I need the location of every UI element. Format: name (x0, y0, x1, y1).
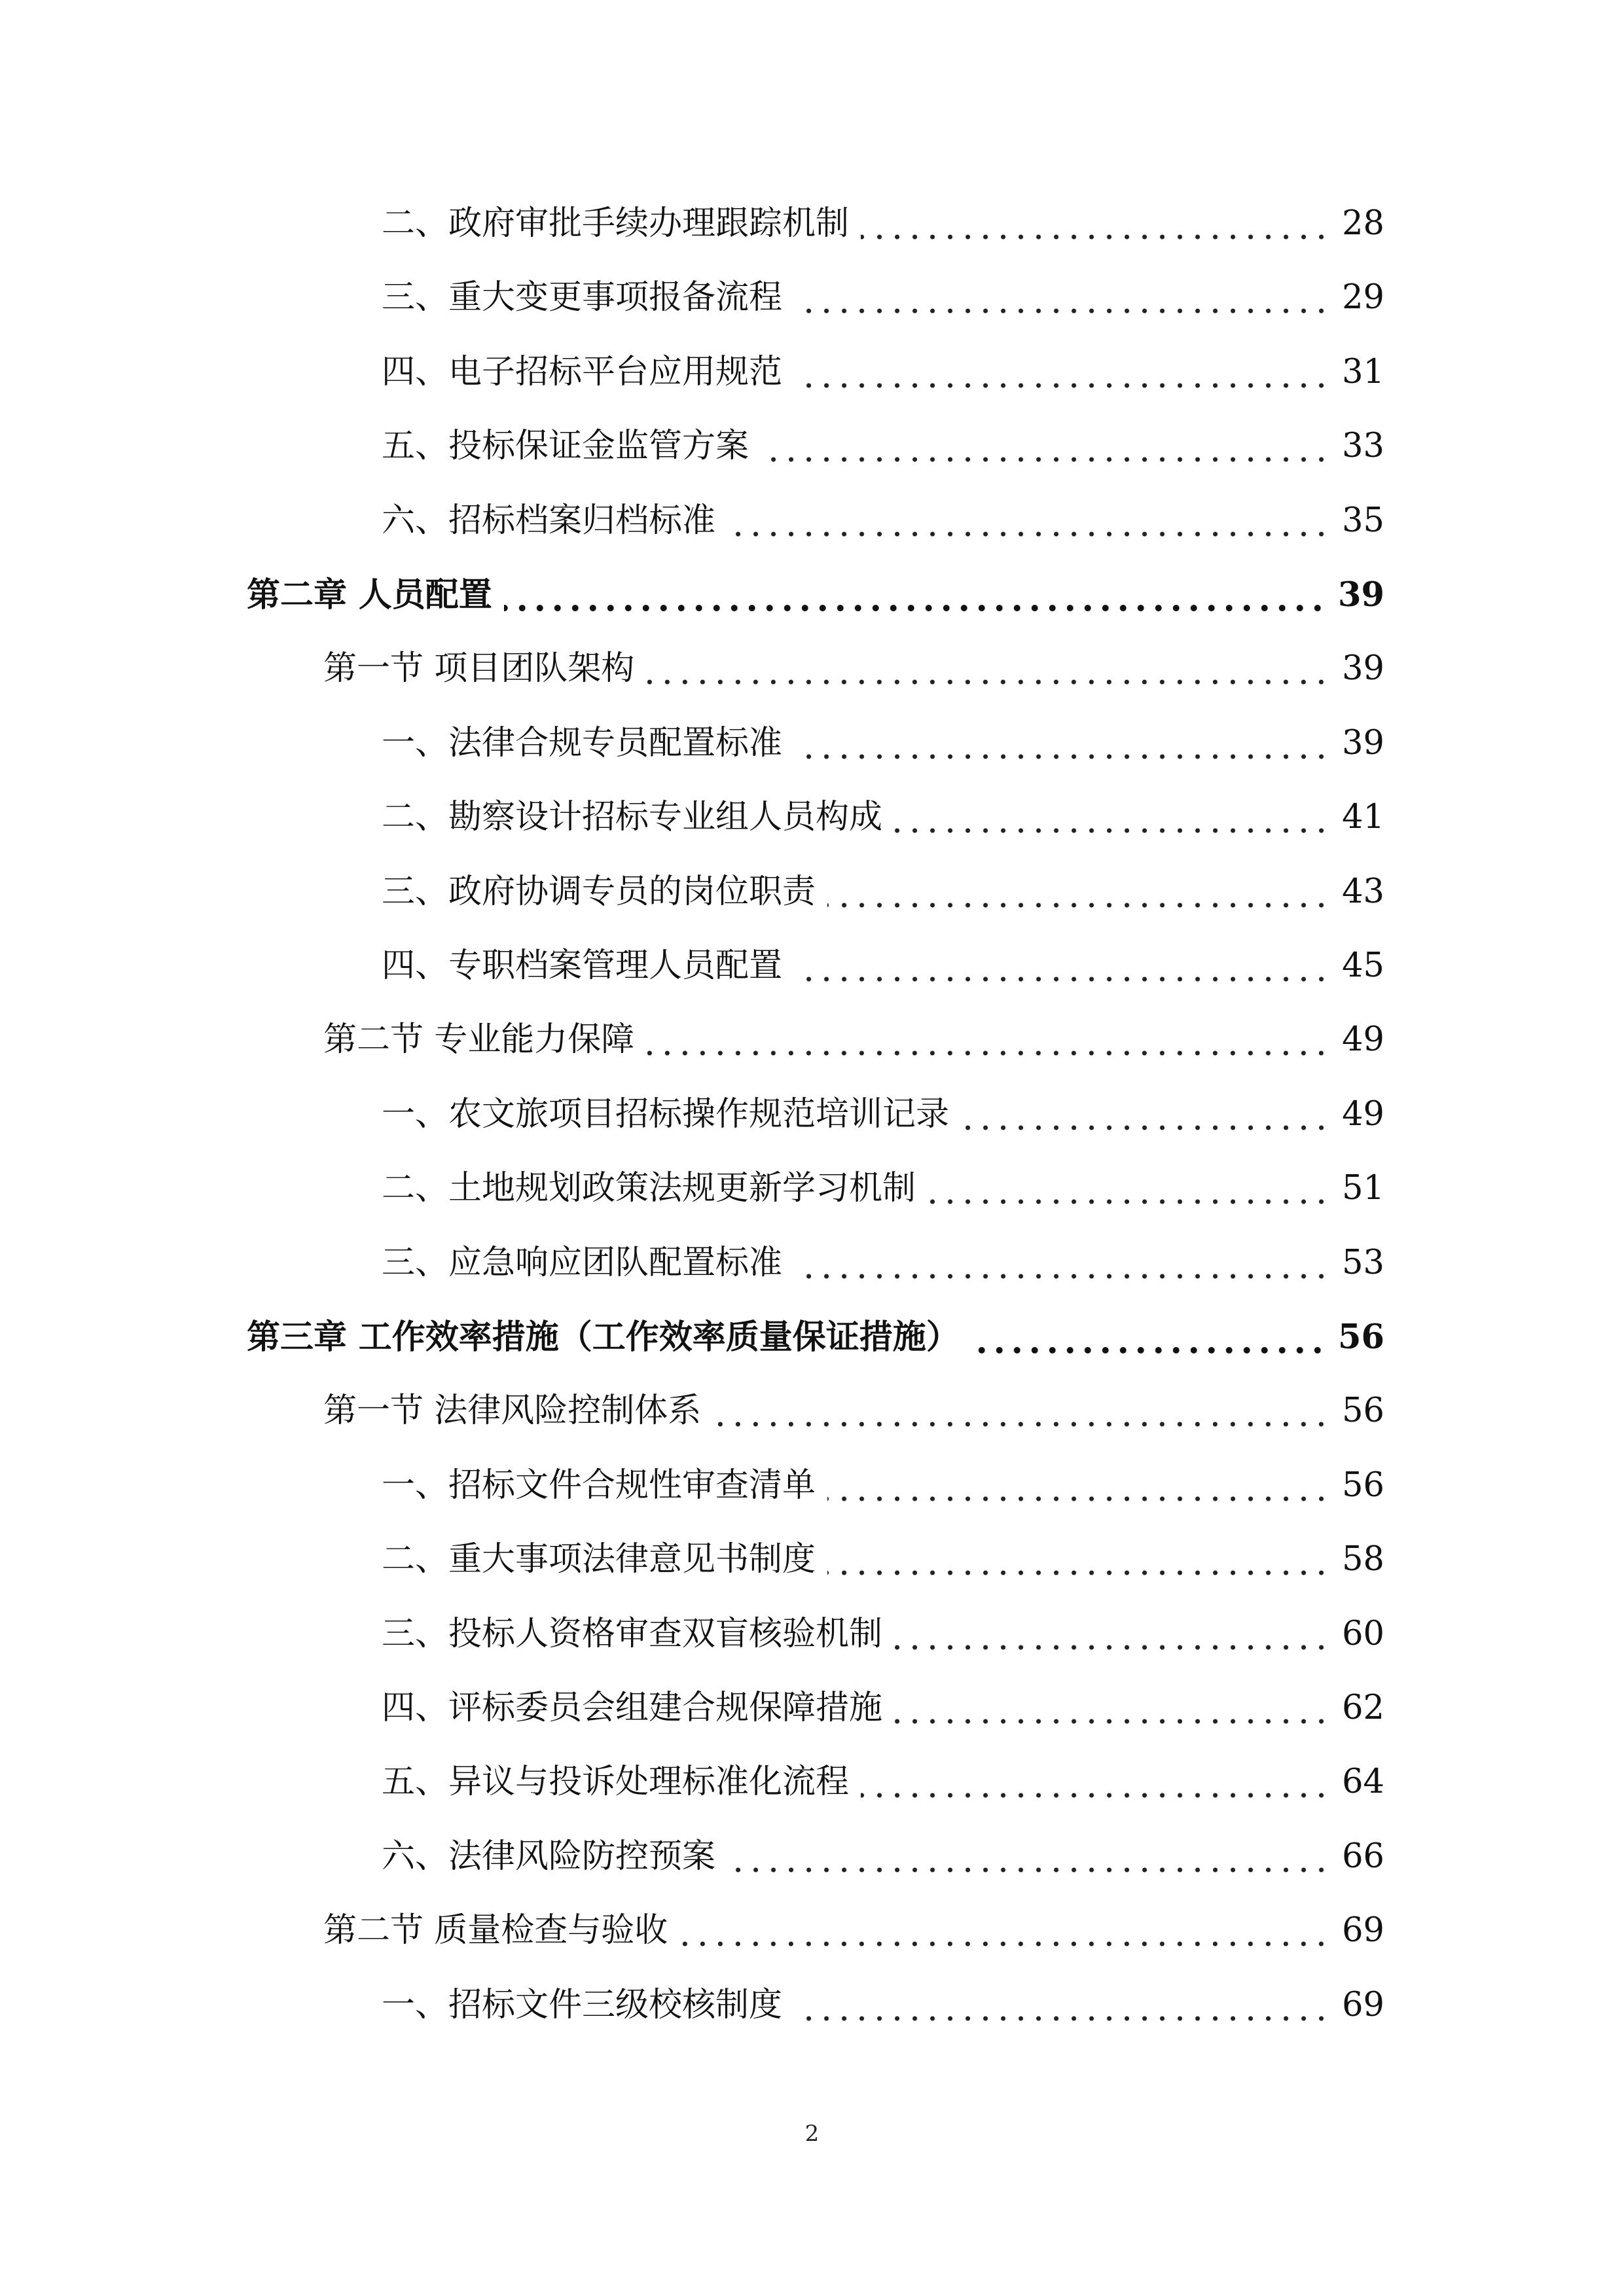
toc-entry-page: 62 (1342, 1689, 1384, 1727)
toc-subsection-entry[interactable] (382, 198, 1384, 250)
toc-dot-leader (794, 975, 1330, 983)
toc-entry-page: 28 (1342, 204, 1384, 243)
toc-entry-title: 一、农文旅项目招标操作规范培训记录 (382, 1095, 950, 1134)
toc-entry-title: 二、土地规划政策法规更新学习机制 (382, 1169, 916, 1208)
toc-dot-leader (928, 1198, 1330, 1206)
toc-section-entry[interactable] (323, 1385, 1384, 1437)
toc-section-entry[interactable] (323, 1014, 1384, 1066)
toc-dot-leader (504, 604, 1326, 612)
toc-entry-page: 33 (1342, 427, 1384, 465)
toc-entry-page: 56 (1342, 1466, 1384, 1505)
toc-dot-leader (794, 753, 1330, 761)
toc-dot-leader (713, 1420, 1330, 1428)
toc-dot-leader (727, 1866, 1330, 1874)
toc-entry-title: 第二节 质量检查与验收 (323, 1911, 668, 1950)
toc-entry-page: 41 (1342, 798, 1384, 836)
toc-dot-leader (827, 1495, 1330, 1503)
toc-entry-page: 39 (1338, 575, 1384, 615)
toc-section-entry[interactable] (323, 1905, 1384, 1957)
toc-dot-leader (727, 530, 1330, 538)
toc-entry-title: 四、评标委员会组建合规保障措施 (382, 1689, 883, 1727)
toc-entry-page: 51 (1342, 1169, 1384, 1208)
toc-entry-page: 31 (1342, 353, 1384, 391)
toc-entry-page: 64 (1342, 1763, 1384, 1801)
page-number: 2 (804, 2121, 820, 2147)
toc-entry-title: 第二章 人员配置 (247, 575, 492, 615)
toc-subsection-entry[interactable] (382, 1460, 1384, 1512)
toc-chapter-entry[interactable] (247, 569, 1384, 621)
toc-entry-page: 39 (1342, 649, 1384, 688)
toc-dot-leader (761, 456, 1330, 463)
toc-subsection-entry[interactable] (382, 1831, 1384, 1883)
toc-entry-page: 45 (1342, 946, 1384, 985)
toc-entry-title: 第三章 工作效率措施（工作效率质量保证措施） (247, 1318, 960, 1357)
toc-section-entry[interactable] (323, 643, 1384, 695)
toc-dot-leader (861, 1791, 1330, 1799)
toc-entry-title: 二、重大事项法律意见书制度 (382, 1540, 816, 1579)
toc-chapter-entry[interactable] (247, 1311, 1384, 1363)
toc-dot-leader (827, 1569, 1330, 1577)
toc-entry-page: 66 (1342, 1837, 1384, 1876)
toc-dot-leader (961, 1124, 1330, 1132)
toc-dot-leader (646, 678, 1330, 686)
toc-entry-title: 二、勘察设计招标专业组人员构成 (382, 798, 883, 836)
toc-subsection-entry[interactable] (382, 1682, 1384, 1734)
toc-dot-leader (894, 827, 1330, 834)
toc-entry-title: 六、法律风险防控预案 (382, 1837, 716, 1876)
toc-dot-leader (679, 1940, 1330, 1948)
toc-entry-title: 三、应急响应团队配置标准 (382, 1244, 783, 1282)
toc-entry-title: 第一节 法律风险控制体系 (323, 1391, 702, 1430)
toc-entry-title: 六、招标档案归档标准 (382, 501, 716, 540)
toc-entry-page: 56 (1342, 1391, 1384, 1430)
toc-dot-leader (861, 233, 1330, 241)
toc-subsection-entry[interactable] (382, 1237, 1384, 1289)
toc-dot-leader (827, 901, 1330, 909)
toc-subsection-entry[interactable] (382, 866, 1384, 918)
toc-entry-title: 四、专职档案管理人员配置 (382, 946, 783, 985)
toc-dot-leader (646, 1049, 1330, 1057)
toc-entry-page: 29 (1342, 278, 1384, 317)
toc-subsection-entry[interactable] (382, 1088, 1384, 1141)
toc-subsection-entry[interactable] (382, 940, 1384, 992)
toc-subsection-entry[interactable] (382, 1756, 1384, 1808)
toc-dot-leader (794, 382, 1330, 389)
toc-entry-title: 二、政府审批手续办理跟踪机制 (382, 204, 850, 243)
toc-entry-page: 69 (1342, 1911, 1384, 1950)
toc-entry-page: 58 (1342, 1540, 1384, 1579)
toc-subsection-entry[interactable] (382, 272, 1384, 324)
toc-entry-page: 49 (1342, 1020, 1384, 1059)
toc-subsection-entry[interactable] (382, 1979, 1384, 2032)
toc-entry-title: 三、政府协调专员的岗位职责 (382, 872, 816, 911)
toc-entry-page: 53 (1342, 1244, 1384, 1282)
toc-entry-title: 三、重大变更事项报备流程 (382, 278, 783, 317)
toc-entry-page: 60 (1342, 1615, 1384, 1653)
toc-subsection-entry[interactable] (382, 1534, 1384, 1586)
toc-subsection-entry[interactable] (382, 1608, 1384, 1660)
toc-dot-leader (894, 1717, 1330, 1725)
toc-entry-page: 39 (1342, 724, 1384, 762)
toc-dot-leader (971, 1346, 1326, 1354)
toc-entry-title: 第一节 项目团队架构 (323, 649, 635, 688)
toc-entry-title: 一、招标文件合规性审查清单 (382, 1466, 816, 1505)
toc-entry-title: 一、招标文件三级校核制度 (382, 1986, 783, 2024)
toc-subsection-entry[interactable] (382, 346, 1384, 399)
toc-subsection-entry[interactable] (382, 420, 1384, 473)
toc-subsection-entry[interactable] (382, 717, 1384, 770)
toc-entry-title: 一、法律合规专员配置标准 (382, 724, 783, 762)
toc-dot-leader (794, 2015, 1330, 2022)
toc-subsection-entry[interactable] (382, 791, 1384, 844)
toc-entry-title: 五、投标保证金监管方案 (382, 427, 749, 465)
toc-entry-page: 35 (1342, 501, 1384, 540)
toc-entry-page: 69 (1342, 1986, 1384, 2024)
toc-dot-leader (894, 1643, 1330, 1651)
toc-entry-page: 56 (1338, 1318, 1384, 1357)
toc-dot-leader (794, 307, 1330, 315)
toc-entry-page: 43 (1342, 872, 1384, 911)
toc-dot-leader (794, 1272, 1330, 1280)
toc-entry-title: 五、异议与投诉处理标准化流程 (382, 1763, 850, 1801)
toc-entry-title: 三、投标人资格审查双盲核验机制 (382, 1615, 883, 1653)
toc-subsection-entry[interactable] (382, 495, 1384, 547)
toc-entry-page: 49 (1342, 1095, 1384, 1134)
toc-entry-title: 第二节 专业能力保障 (323, 1020, 635, 1059)
toc-entry-title: 四、电子招标平台应用规范 (382, 353, 783, 391)
toc-subsection-entry[interactable] (382, 1162, 1384, 1215)
